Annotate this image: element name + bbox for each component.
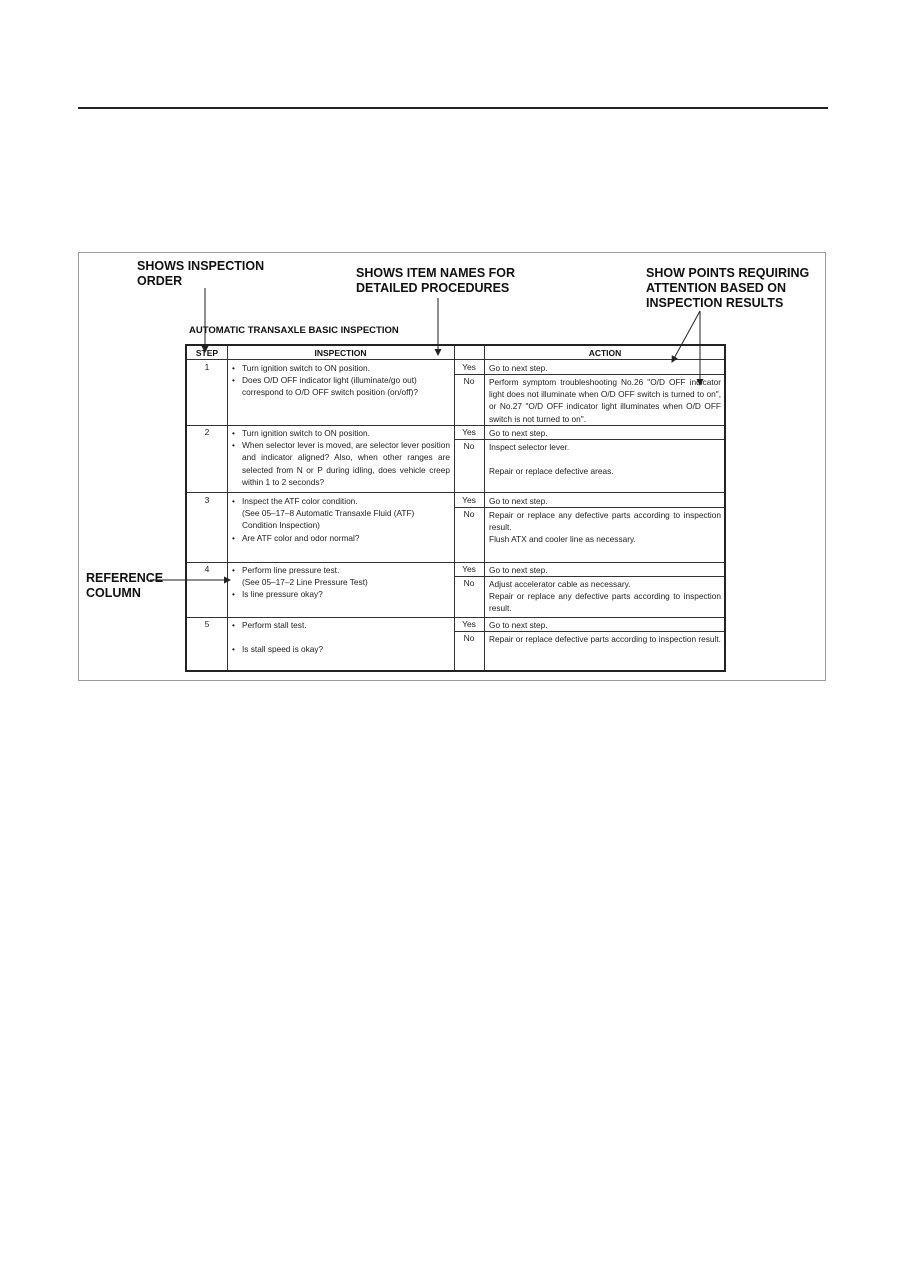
inspection-item: • Inspect the ATF color condition. xyxy=(232,495,450,507)
callout-reference-line-2: COLUMN xyxy=(86,586,141,600)
inspection-item: • Is stall speed is okay? xyxy=(232,643,450,655)
no-action-cell xyxy=(489,578,721,615)
callout-points-line-3: INSPECTION RESULTS xyxy=(646,296,784,310)
yes-action: Go to next step. xyxy=(489,428,548,438)
spacer xyxy=(232,631,450,643)
yes-no-divider xyxy=(454,631,724,632)
yes-label: Yes xyxy=(462,362,476,372)
spacer xyxy=(489,453,721,465)
inspection-cell xyxy=(232,362,450,399)
no-action-cell xyxy=(489,441,721,477)
row-divider xyxy=(187,425,724,426)
callout-points-line-2: ATTENTION BASED ON xyxy=(646,281,787,295)
table-title: AUTOMATIC TRANSAXLE BASIC INSPECTION xyxy=(189,325,399,336)
no-action-line: Repair or replace defective areas. xyxy=(489,466,614,477)
inspection-item: • Turn ignition switch to ON position. xyxy=(232,427,450,439)
yes-no-divider xyxy=(454,576,724,577)
yes-no-divider xyxy=(454,507,724,508)
inspection-item: • Perform stall test. xyxy=(232,619,450,631)
row-divider xyxy=(187,562,724,563)
yes-label: Yes xyxy=(462,564,476,574)
no-action-line: Flush ATX and cooler line as necessary. xyxy=(489,534,636,545)
inspection-item: • Turn ignition switch to ON position. xyxy=(232,362,450,374)
step-number: 2 xyxy=(204,427,210,437)
callout-reference-column xyxy=(86,571,163,601)
no-action-line: Inspect selector lever. xyxy=(489,442,570,452)
inspection-item: • Are ATF color and odor normal? xyxy=(232,532,450,544)
callout-item-names-line-2: DETAILED PROCEDURES xyxy=(356,281,510,295)
no-label: No xyxy=(463,578,475,588)
no-action-line: Perform symptom troubleshooting No.26 "O/D OFF indicator light does not illuminate when O/D OFF switch is turned to on", or No.27 "O/D OFF indicator light illuminates when O/D OFF switch is not turned to on". xyxy=(489,377,721,424)
no-action-cell xyxy=(489,509,721,546)
yes-no-divider xyxy=(454,374,724,375)
step-number: 3 xyxy=(204,495,210,505)
callout-attention-points xyxy=(646,266,809,311)
no-action-line: Repair or replace any defective parts according to inspection result. xyxy=(489,510,721,533)
yes-action: Go to next step. xyxy=(489,620,548,630)
no-action-cell xyxy=(489,633,721,645)
callout-inspection-order xyxy=(137,259,264,289)
column-divider-yes-no xyxy=(484,346,485,670)
header-inspection: INSPECTION xyxy=(314,348,367,358)
yes-label: Yes xyxy=(462,495,476,505)
header-divider xyxy=(187,359,724,360)
callout-order-line-2: ORDER xyxy=(137,274,183,288)
callout-item-names xyxy=(356,266,515,296)
callout-order-line-1: SHOWS INSPECTION xyxy=(137,259,265,273)
inspection-cell xyxy=(232,427,450,488)
callout-points-line-1: SHOW POINTS REQUIRING xyxy=(646,266,810,280)
inspection-item: • When selector lever is moved, are selector lever position and indicator aligned? Also, when other ranges are selected from N or P during idling, does vehicle creep within 1 to 2 seconds? xyxy=(232,439,450,488)
step-number: 1 xyxy=(204,362,210,372)
step-number: 5 xyxy=(204,619,210,629)
header-action: ACTION xyxy=(588,348,622,358)
inspection-item: • Perform line pressure test. xyxy=(232,564,450,576)
callout-item-names-line-1: SHOWS ITEM NAMES FOR xyxy=(356,266,516,280)
header-step: STEP xyxy=(195,348,219,358)
inspection-table xyxy=(185,344,726,672)
inspection-cell xyxy=(232,495,450,544)
step-number: 4 xyxy=(204,564,210,574)
yes-label: Yes xyxy=(462,427,476,437)
reference-note: (See 05–17–8 Automatic Transaxle Fluid (ATF) Condition Inspection) xyxy=(242,508,415,531)
top-rule xyxy=(78,107,828,109)
yes-action: Go to next step. xyxy=(489,565,548,575)
row-divider xyxy=(187,617,724,618)
yes-no-divider xyxy=(454,439,724,440)
no-action-cell xyxy=(489,376,721,425)
no-label: No xyxy=(463,633,475,643)
no-label: No xyxy=(463,376,475,386)
callout-reference-line-1: REFERENCE xyxy=(86,571,164,585)
row-divider xyxy=(187,492,724,493)
yes-label: Yes xyxy=(462,619,476,629)
inspection-item: • Is line pressure okay? xyxy=(232,588,450,600)
no-action-line: Repair or replace any defective parts according to inspection result. xyxy=(489,591,721,614)
no-label: No xyxy=(463,509,475,519)
yes-action: Go to next step. xyxy=(489,363,548,373)
inspection-cell xyxy=(232,619,450,655)
inspection-cell xyxy=(232,564,450,601)
no-action-line: Repair or replace defective parts according to inspection result. xyxy=(489,634,721,644)
yes-action: Go to next step. xyxy=(489,496,548,506)
reference-note: (See 05–17–2 Line Pressure Test) xyxy=(242,577,368,588)
column-divider-step xyxy=(227,346,228,670)
no-action-line: Adjust accelerator cable as necessary. xyxy=(489,579,631,589)
no-label: No xyxy=(463,441,475,451)
inspection-item: • Does O/D OFF indicator light (illuminate/go out) correspond to O/D OFF switch position (on/off)? xyxy=(232,374,450,398)
